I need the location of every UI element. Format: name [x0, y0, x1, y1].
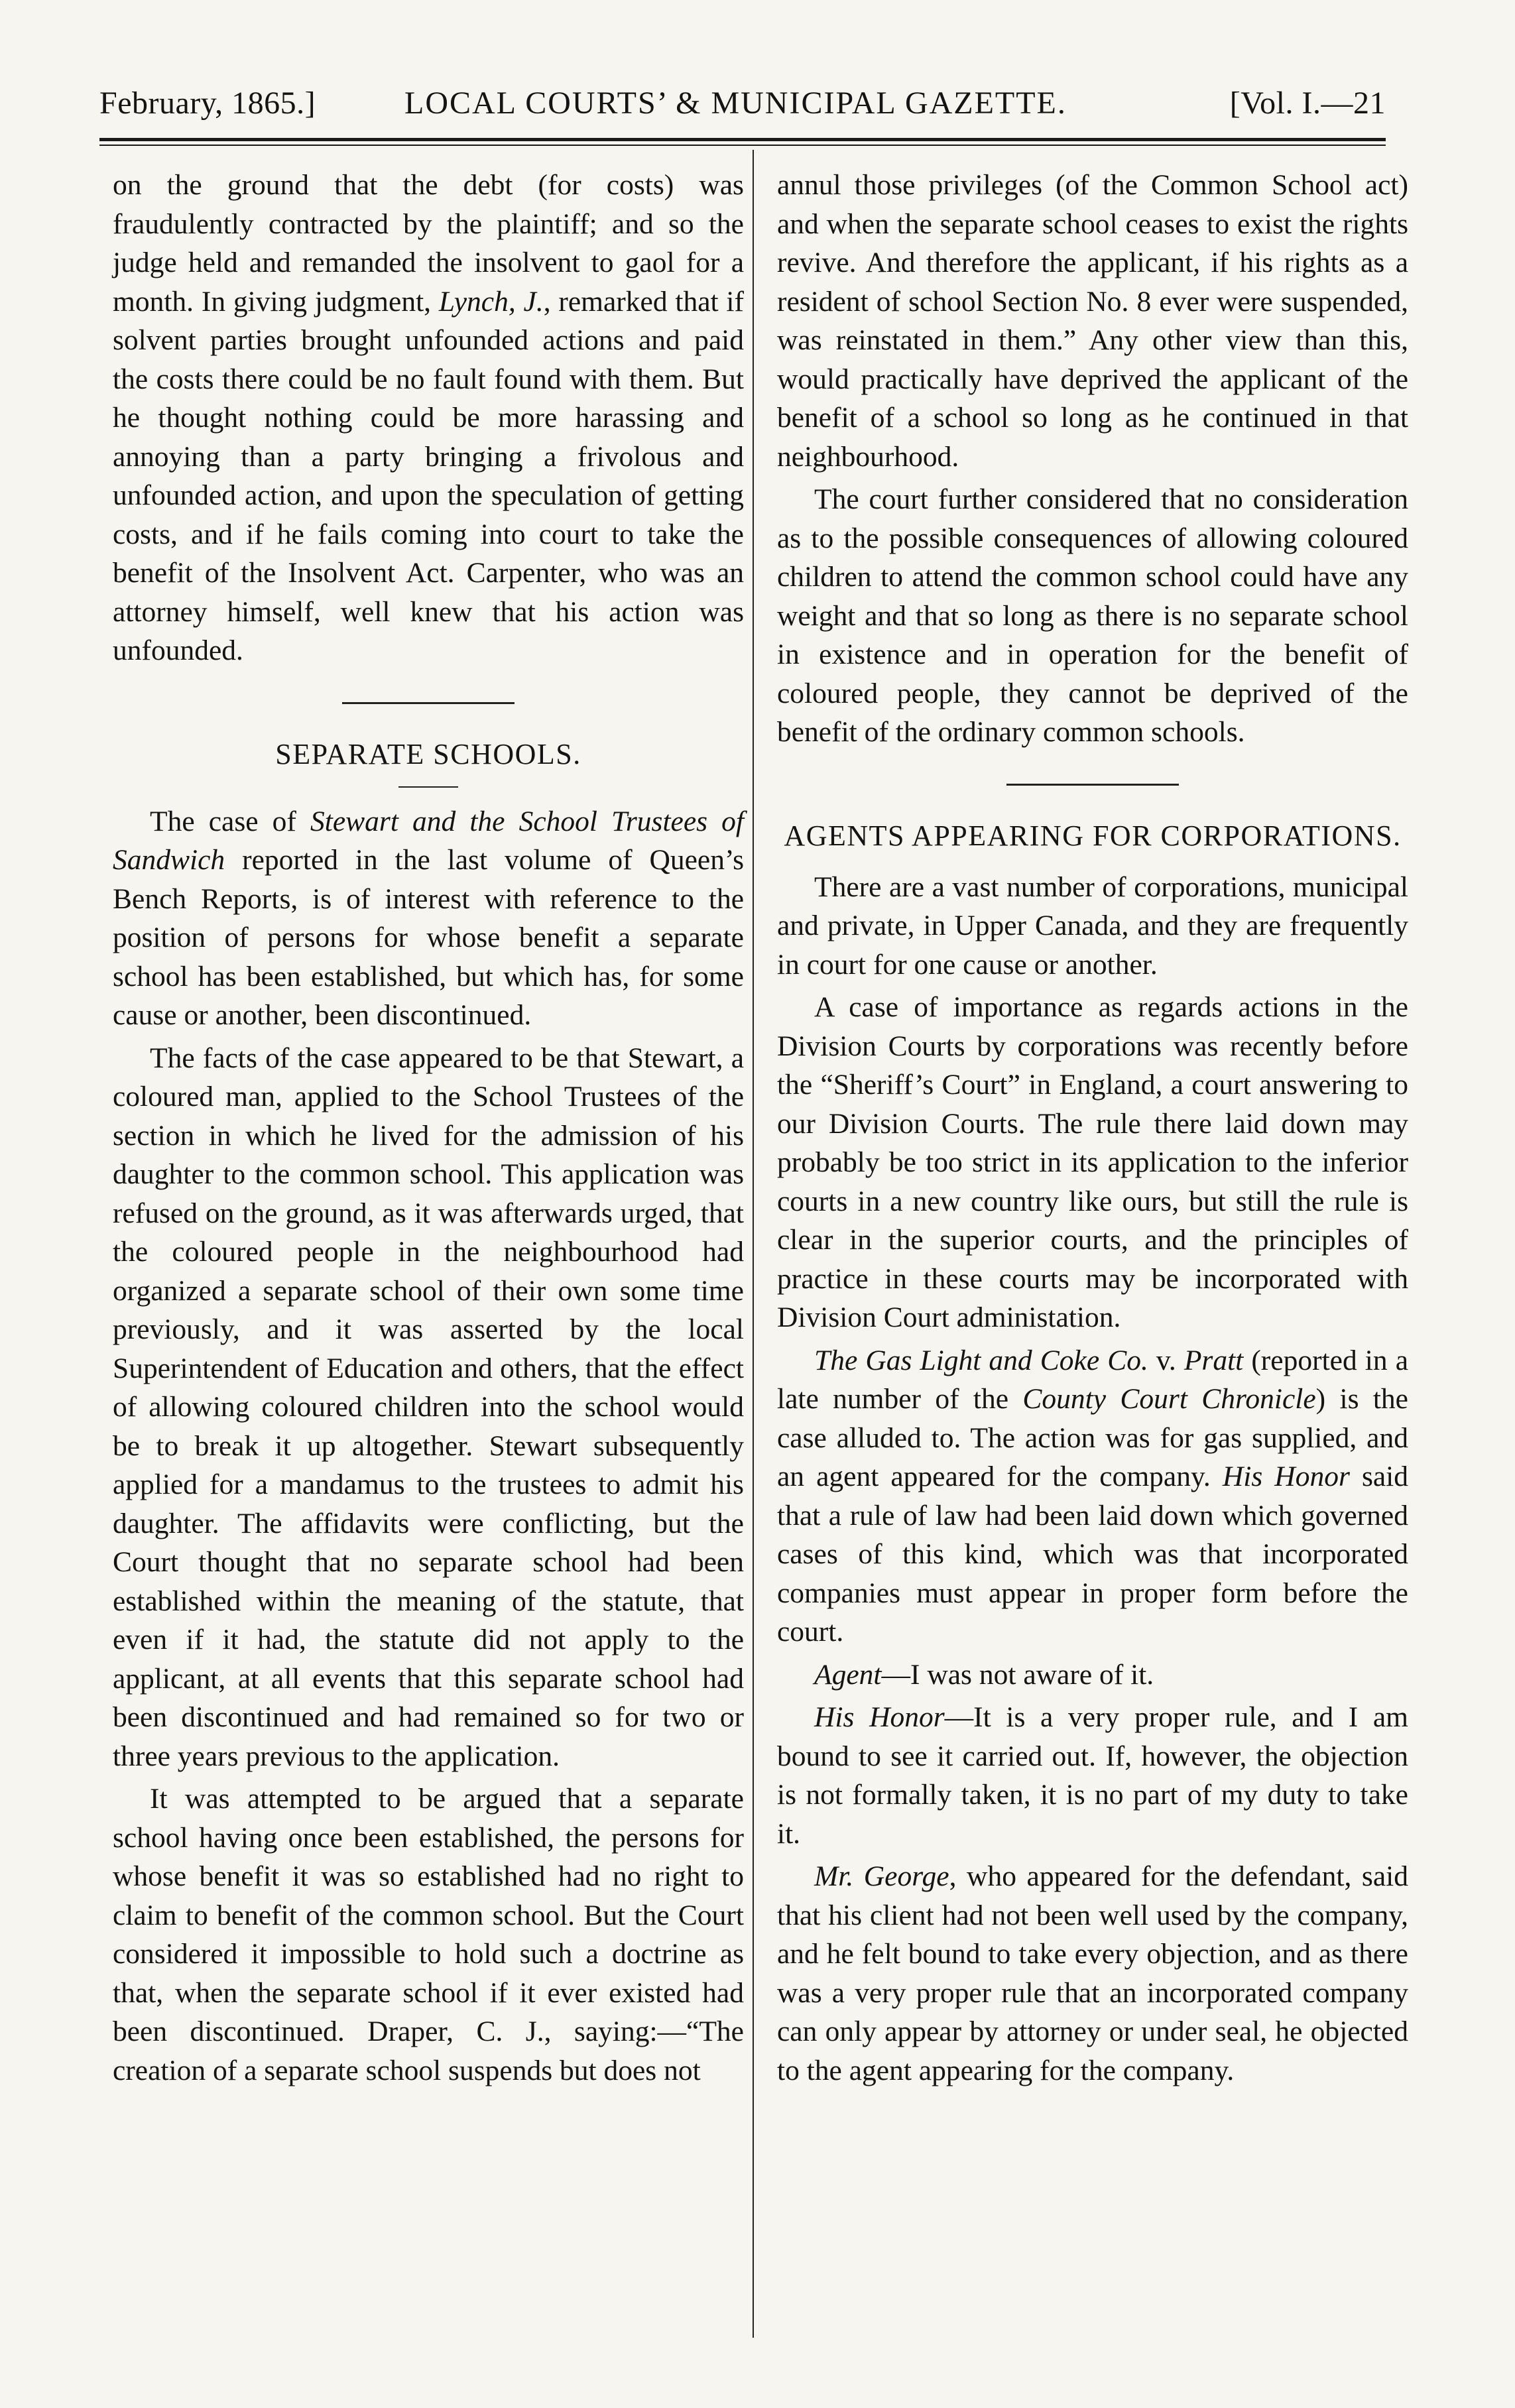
text-run: (reported in a late number of the	[777, 1344, 1409, 1415]
case-name: Stewart and the School Trustees of Sandwich	[113, 805, 745, 876]
text-run: ) is the case alluded to. The action was for gas supplied, and an agent appeared for the company.	[777, 1383, 1408, 1492]
case-name: The Gas Light and Coke Co.	[814, 1344, 1148, 1376]
text-run: , remarked that if solvent parties brought unfounded actions and paid the costs there could be no fault found with them. But he thought nothing could be more harassing and annoying than a party bringing a frivolous and unfounded action, and upon the speculation of getting costs, and if he fails coming into court to take the benefit of the Insolvent Act. Carpenter, who was an attorney himself, well knew that his action was unfounded.	[113, 285, 744, 666]
paragraph: It was attempted to be argued that a separate school having once been established, the persons for whose benefit it was so established had no right to claim to benefit of the common school. But the Court considered it impossible to hold such a doctrine as that, when the separate school if it ever existed had been discontinued. Draper, C. J., saying:—“The creation of a separate school suspends but does not	[113, 1783, 744, 2086]
section-title-agents: AGENTS APPEARING FOR CORPORATIONS.	[784, 819, 1402, 852]
paragraph	[113, 802, 744, 1035]
speaker-name: His Honor	[814, 1701, 945, 1733]
source-name: County Court Chronicle	[1022, 1383, 1316, 1415]
speaker-name: Agent	[814, 1658, 882, 1691]
section-separator	[342, 702, 515, 704]
text-run: v.	[1156, 1344, 1176, 1376]
speaker-name: His Honor	[1222, 1461, 1350, 1492]
text-run: —It is a very proper rule, and I am bound to see it carried out. If, however, the objection is not formally taken, it is no part of my duty to take it.	[777, 1701, 1408, 1850]
title-rule	[398, 786, 458, 788]
left-column	[113, 166, 744, 2090]
header-date: February, 1865.]	[99, 86, 316, 121]
right-column	[777, 166, 1408, 2090]
text-run: , who appeared for the defendant, said that his client had not been well used by the company, and he felt bound to take every objection, and as there was a very proper rule that an incorporated company can only appear by attorney or under seal, he objected to the agent appearing for the company.	[777, 1860, 1409, 2086]
speaker-name: Mr. George	[814, 1860, 949, 1892]
paragraph: annul those privileges (of the Common School act) and when the separate school ceases to exist the rights revive. And therefore the applicant, if his rights as a resident of school Section No. 8 ever were suspended, was reinstated in them.” Any other view than this, would practically have deprived the applicant of the benefit of a school so long as he continued in that neighbourhood.	[777, 169, 1408, 473]
section-separator	[1006, 784, 1179, 786]
text-run: The case of	[150, 805, 296, 837]
header-rule-thick	[99, 138, 1386, 141]
paragraph	[777, 1698, 1408, 1853]
column-divider	[753, 150, 754, 2338]
paragraph	[113, 166, 744, 670]
paragraph	[777, 1857, 1408, 2090]
text-run: said that a rule of law had been laid down which governed cases of this kind, which was that incorporated companies must appear in proper form before the court.	[777, 1461, 1409, 1648]
paragraph: There are a vast number of corporations, municipal and private, in Upper Canada, and they are frequently in court for one cause or another.	[777, 871, 1408, 981]
text-run: reported in the last volume of Queen’s Bench Reports, is of interest with reference to the position of persons for whose benefit a separate school has been established, but which has, for some cause or another, been discontinued.	[113, 844, 745, 1031]
paragraph	[777, 1656, 1408, 1695]
paragraph	[777, 1341, 1408, 1652]
paragraph: The facts of the case appeared to be that Stewart, a coloured man, applied to the School Trustees of the section in which he lived for the admission of his daughter to the common school. This application was refused on the ground, as it was afterwards urged, that the coloured people in the neighbourhood had organized a separate school of their own some time previously, and it was asserted by the local Superintendent of Education and others, that the effect of allowing coloured children into the school would be to break it up altogether. Stewart subsequently applied for a mandamus to the trustees to admit his daughter. The affidavits were conflicting, but the Court thought that no separate school had been established within the meaning of the statute, that even if it had, the statute did not apply to the applicant, at all events that this separate school had been discontinued and had remained so for two or three years previous to the application.	[113, 1042, 744, 1772]
section-title-separate-schools: SEPARATE SCHOOLS.	[275, 737, 581, 770]
header-rule-thin	[99, 145, 1386, 146]
text-run: —I was not aware of it.	[881, 1658, 1154, 1691]
paragraph: The court further considered that no consideration as to the possible consequences of allowing coloured children to attend the common school could have any weight and that so long as there is no separate school in existence and in operation for the benefit of coloured people, they cannot be deprived of the benefit of the ordinary common schools.	[777, 483, 1408, 748]
header-volume: [Vol. I.—21	[1229, 86, 1386, 121]
header-title: LOCAL COURTS’ & MUNICIPAL GAZETTE.	[404, 86, 1067, 121]
running-header	[99, 85, 1386, 133]
judge-name: Lynch, J.	[438, 285, 544, 318]
party-name: Pratt	[1183, 1344, 1244, 1376]
paragraph: A case of importance as regards actions in the Division Courts by corporations was recently before the “Sheriff’s Court” in England, a court answering to our Division Courts. The rule there laid down may probably be too strict in its application to the inferior courts in a new country like ours, but still the rule is clear in the superior courts, and the principles of practice in these courts may be incorporated with Division Court administation.	[777, 991, 1408, 1333]
text-run: on the ground that the debt (for costs) was fraudulently contracted by the plaintiff; and so the judge held and remanded the insolvent to gaol for a month. In giving judgment,	[113, 169, 744, 318]
